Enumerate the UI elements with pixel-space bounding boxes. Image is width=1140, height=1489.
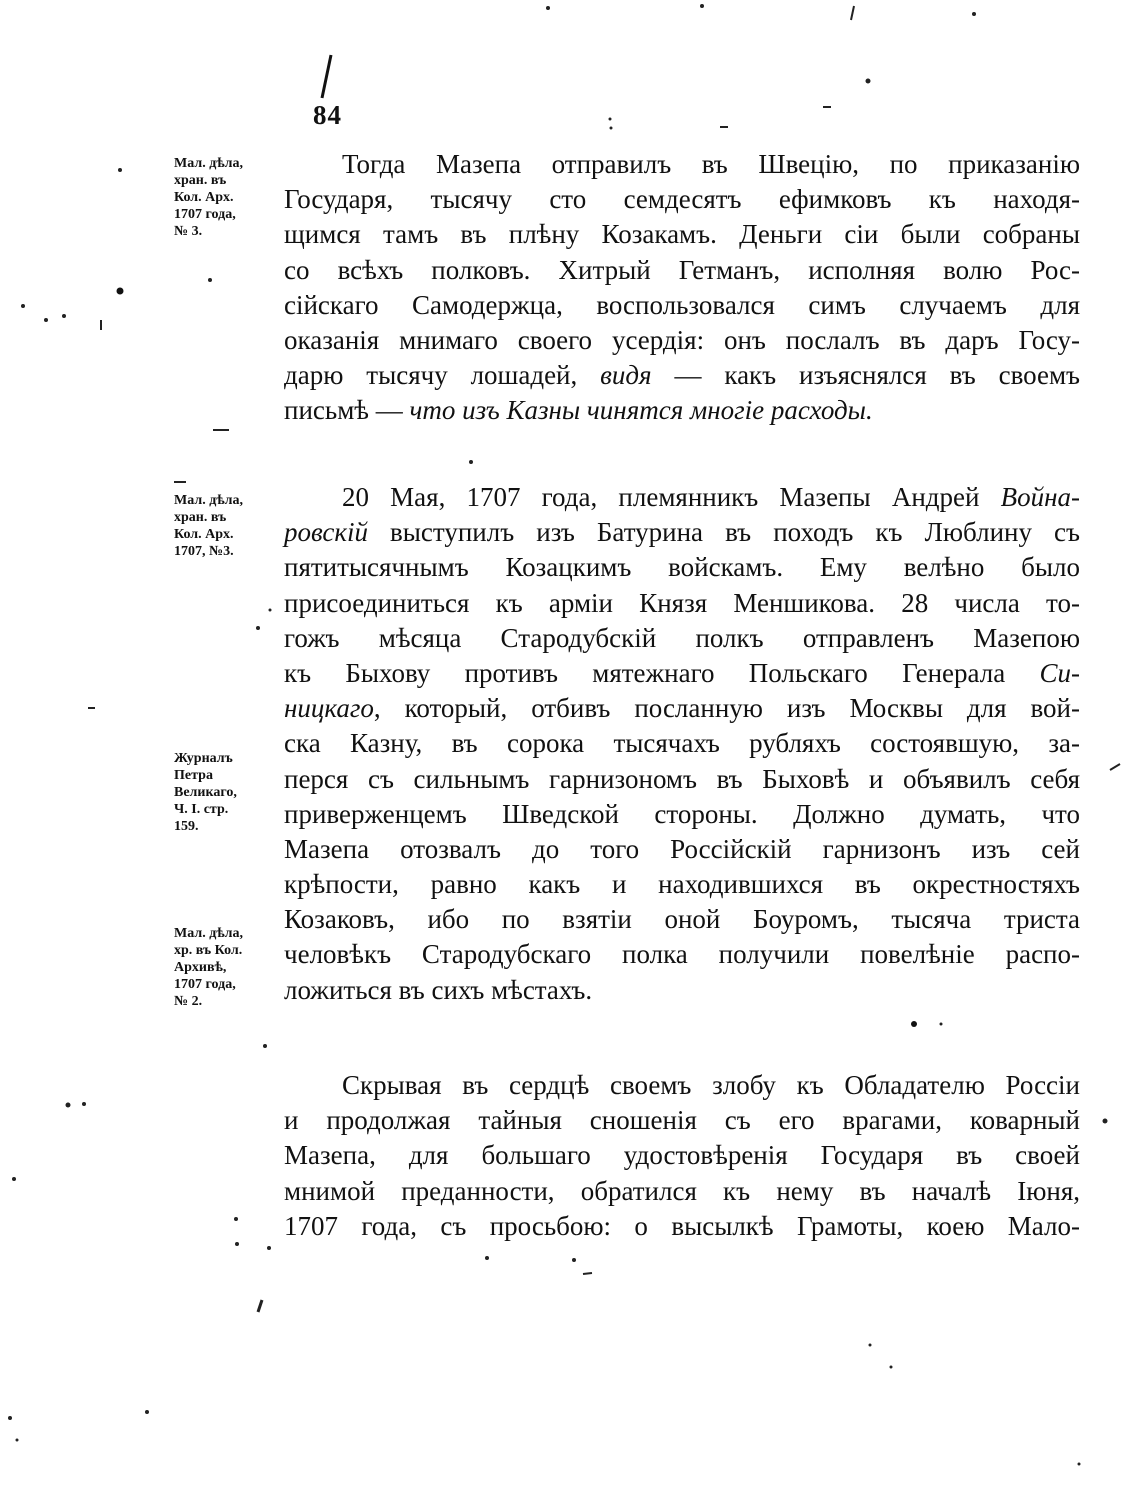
margin-note-line: 1707 года, xyxy=(174,207,236,222)
margin-note xyxy=(174,750,282,835)
paragraph xyxy=(284,1068,1080,1244)
emphasis-text: что изъ Казны чинятся многіе расходы. xyxy=(409,395,873,426)
text-line: присоединиться къ арміи Князя Меншикова. 28 числа то- xyxy=(284,587,1080,618)
text-line: Государя, тысячу сто семдесятъ ефимковъ къ находя- xyxy=(284,184,1080,215)
emphasis-text: Война- xyxy=(1000,482,1080,512)
margin-note-line: Мал. дѣла, xyxy=(174,156,244,171)
text-line xyxy=(284,691,1080,726)
text-fragment: — какъ изъяснялся въ своемъ xyxy=(651,360,1081,391)
text-line: щимся тамъ въ плѣну Козакамъ. Деньги сіи были собраны xyxy=(284,219,1080,250)
text-line xyxy=(284,358,1080,393)
margin-note-line: 159. xyxy=(174,819,199,834)
margin-note xyxy=(174,155,282,240)
text-line: мнимой преданности, обратился къ нему въ началѣ Іюня, xyxy=(284,1175,1080,1206)
page-number: 84 xyxy=(313,100,342,130)
margin-note-line: хр. въ Кол. xyxy=(174,943,243,958)
text-line xyxy=(284,393,1080,428)
text-line: гожъ мѣсяца Стародубскій полкъ отправленъ Мазепою xyxy=(284,622,1080,653)
text-line: сійскаго Самодержца, воспользовался симъ случаемъ для xyxy=(284,289,1080,320)
paragraph xyxy=(284,147,1080,429)
text-line: Тогда Мазепа отправилъ въ Швецію, по приказанію xyxy=(342,149,1080,179)
margin-note xyxy=(174,492,282,560)
margin-note-line: № 2. xyxy=(174,994,203,1009)
text-line: ложиться въ сихъ мѣстахъ. xyxy=(284,974,593,1005)
margin-note-line: Журналъ xyxy=(174,751,233,766)
paragraph xyxy=(284,480,1080,1008)
margin-note-line: хран. въ xyxy=(174,510,227,525)
text-line: Скрывая въ сердцѣ своемъ злобу къ Обладателю Россіи xyxy=(342,1070,1080,1100)
text-line: крѣпости, равно какъ и находившихся въ окрестностяхъ xyxy=(284,869,1080,900)
text-line: со всѣхъ полковъ. Хитрый Гетманъ, исполняя волю Рос- xyxy=(284,254,1080,285)
margin-note xyxy=(174,925,282,1010)
text-fragment: письмѣ — xyxy=(284,395,410,426)
margin-note-line: Великаго, xyxy=(174,785,237,800)
text-fragment: , который, отбивъ посланную изъ Москвы для вой- xyxy=(373,693,1080,724)
margin-note-line: Кол. Арх. xyxy=(174,527,234,542)
margin-note-line: Кол. Арх. xyxy=(174,190,234,205)
emphasis-text: Си- xyxy=(1005,657,1080,688)
margin-note-line: Мал. дѣла, xyxy=(174,926,244,941)
text-line: Козаковъ, ибо по взятіи оной Боуромъ, тысяча триста xyxy=(284,904,1080,935)
text-line: и продолжая тайныя сношенія съ его врагами, коварный xyxy=(284,1105,1080,1136)
text-line: Мазепа отозвалъ до того Россійскій гарнизонъ изъ сей xyxy=(284,833,1080,864)
margin-note-line: хран. въ xyxy=(174,173,227,188)
text-fragment: 20 Мая, 1707 года, племянникъ Мазепы Андрей xyxy=(342,482,1001,512)
text-line: человѣкъ Стародубскаго полка получили повелѣніе распо- xyxy=(284,939,1080,970)
emphasis-text: ровскій xyxy=(284,517,368,548)
margin-note-line: № 3. xyxy=(174,224,203,239)
margin-note-line: Мал. дѣла, xyxy=(174,493,244,508)
text-line: ска Казну, въ сорока тысячахъ рубляхъ состоявшую, за- xyxy=(284,728,1080,759)
text-line xyxy=(284,656,1080,691)
text-line xyxy=(284,515,1080,550)
text-line: перся съ сильнымъ гарнизономъ въ Быховѣ и объявилъ себя xyxy=(284,763,1080,794)
text-line: приверженцемъ Шведской стороны. Должно думать, что xyxy=(284,798,1080,829)
text-fragment: дарю тысячу лошадей, xyxy=(284,360,578,391)
margin-note-line: Архивѣ, xyxy=(174,960,227,975)
emphasis-text: ницкаго xyxy=(284,693,374,724)
text-fragment: выступилъ изъ Батурина въ походъ къ Люблину съ xyxy=(367,517,1080,548)
text-line: 1707 года, съ просьбою: о высылкѣ Грамоты, коею Мало- xyxy=(284,1210,1080,1241)
text-line xyxy=(284,480,1080,515)
emphasis-text: видя xyxy=(600,360,652,391)
text-line: пятитысячнымъ Козацкимъ войскамъ. Ему велѣно было xyxy=(284,552,1080,583)
text-line: оказанія мнимаго своего усердія: онъ послалъ въ даръ Госу- xyxy=(284,324,1080,355)
text-line: Мазепа, для большаго удостовѣренія Государя въ своей xyxy=(284,1140,1080,1171)
margin-note-line: Ч. I. стр. xyxy=(174,802,229,817)
margin-note-line: 1707, №3. xyxy=(174,544,234,559)
margin-note-line: Петра xyxy=(174,768,213,783)
margin-note-line: 1707 года, xyxy=(174,977,236,992)
text-fragment: къ Быхову противъ мятежнаго Польскаго Генерала xyxy=(284,657,1006,688)
